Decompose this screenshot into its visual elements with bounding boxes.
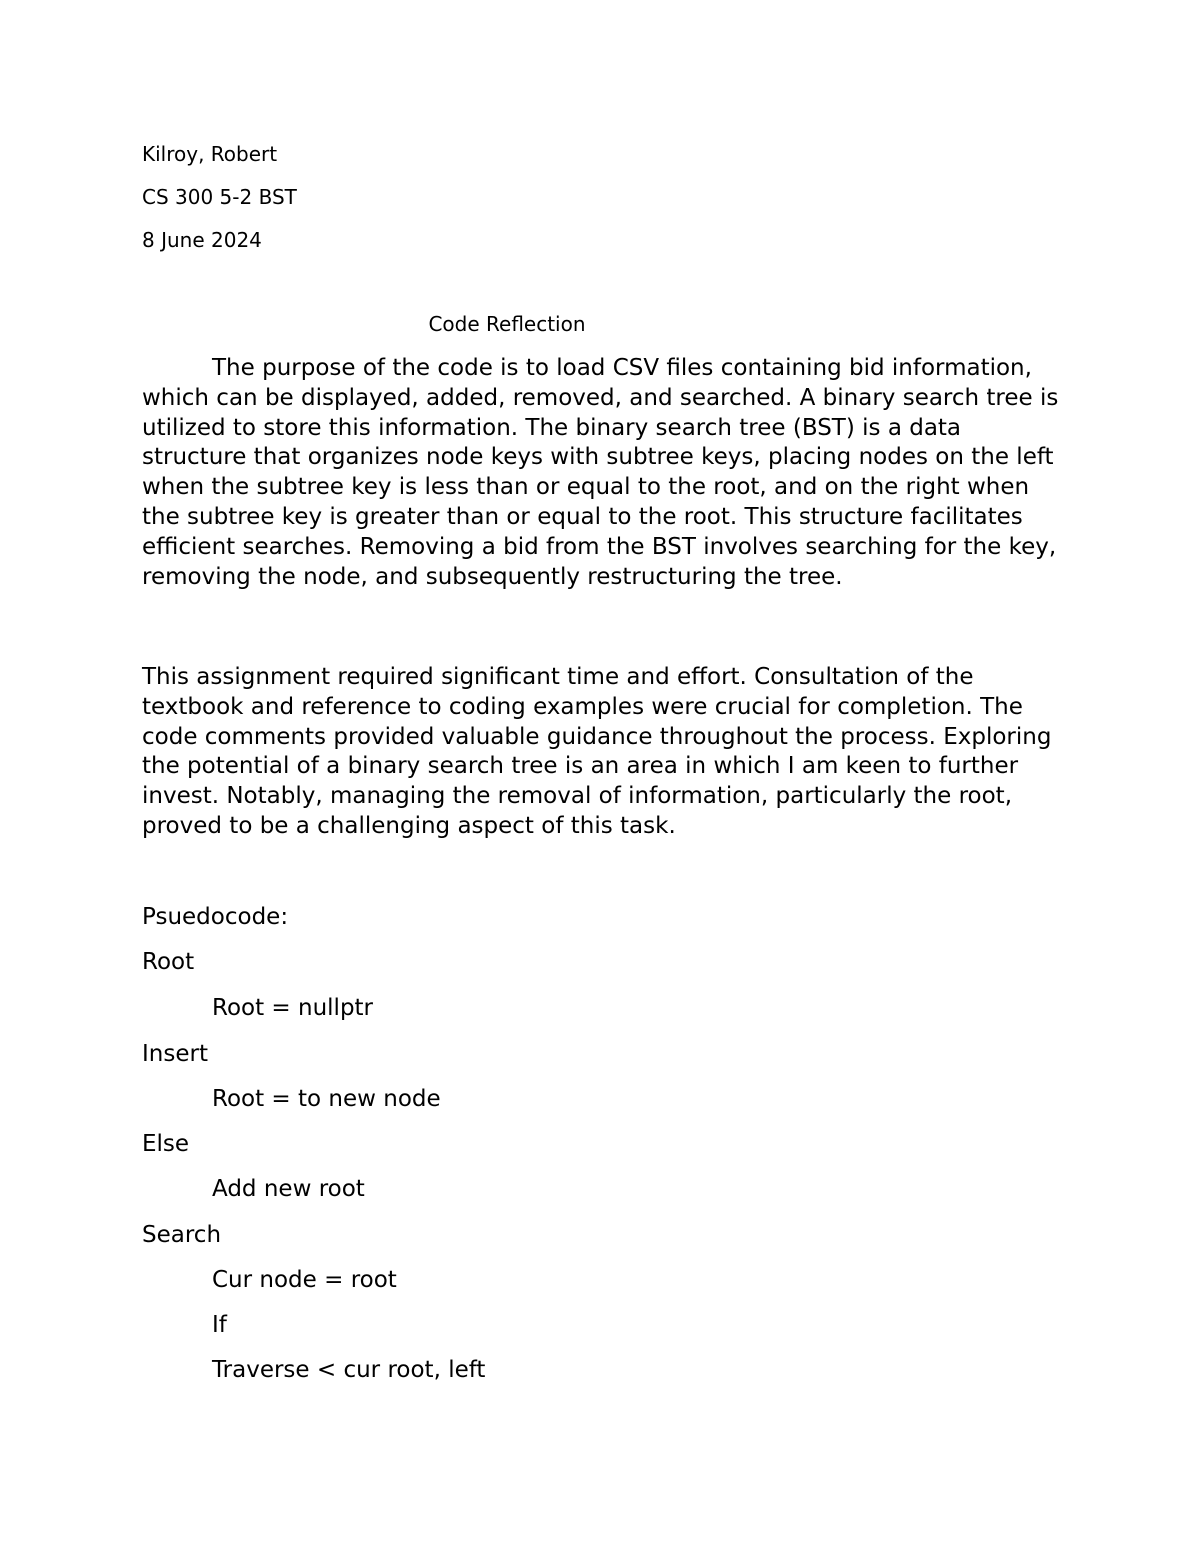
- pseudocode-line: Traverse < cur root, left: [212, 1357, 486, 1383]
- pseudocode-line: Root = nullptr: [212, 995, 374, 1021]
- pseudocode-line: Root: [142, 949, 195, 975]
- pseudocode-line: Insert: [142, 1041, 208, 1067]
- course-label: CS 300 5-2 BST: [142, 185, 297, 209]
- pseudocode-line: Add new root: [212, 1176, 365, 1202]
- document-date: 8 June 2024: [142, 228, 262, 252]
- pseudocode-line: Search: [142, 1222, 222, 1248]
- pseudocode-line: Cur node = root: [212, 1267, 397, 1293]
- pseudocode-line: Root = to new node: [212, 1086, 441, 1112]
- body-paragraph: This assignment required significant time and effort. Consultation of the textbook and reference to coding examples were crucial for completion. The code comments provided valuable guidance throughout the process. Exploring the potential of a binary search tree is an area in which I am keen to further invest. Notably, managing the removal of information, particularly the root, proved to be a challenging aspect of this task.: [142, 664, 1052, 839]
- pseudocode-line: If: [212, 1312, 227, 1338]
- body-paragraph: The purpose of the code is to load CSV files containing bid information, which can be displayed, added, removed, and searched. A binary search tree is utilized to store this information. The binary search tree (BST) is a data structure that organizes node keys with subtree keys, placing nodes on the left when the subtree key is less than or equal to the root, and on the right when the subtree key is greater than or equal to the root. This structure facilitates efficient searches. Removing a bid from the BST involves searching for the key, removing the node, and subsequently restructuring the tree.: [142, 355, 1059, 590]
- author-name: Kilroy, Robert: [142, 142, 278, 166]
- document-title-row: [0, 312, 1014, 336]
- pseudocode-heading: Psuedocode:: [142, 904, 289, 930]
- document-title: Code Reflection: [428, 312, 586, 336]
- pseudocode-line: Else: [142, 1131, 190, 1157]
